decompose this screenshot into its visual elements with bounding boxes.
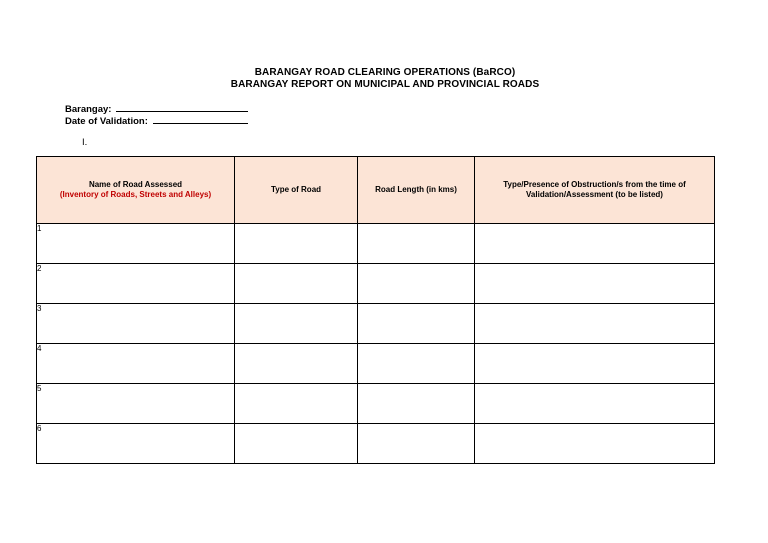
row-number: 4 bbox=[37, 344, 42, 353]
cell-obstruction[interactable] bbox=[475, 384, 715, 424]
date-of-validation-blank-line[interactable] bbox=[153, 114, 248, 124]
cell-obstruction[interactable] bbox=[475, 264, 715, 304]
date-of-validation-label: Date of Validation: bbox=[65, 116, 148, 127]
cell-road-type[interactable] bbox=[235, 264, 358, 304]
row-number: 6 bbox=[37, 424, 42, 433]
table-row bbox=[37, 304, 715, 344]
header-obstruction-label: Type/Presence of Obstruction/s from the time of Validation/Assessment (to be listed) bbox=[503, 180, 686, 199]
cell-road-length[interactable] bbox=[358, 344, 475, 384]
header-name-of-road-label: Name of Road Assessed bbox=[88, 180, 183, 189]
barangay-blank-line[interactable] bbox=[116, 102, 248, 112]
table-header-row bbox=[37, 157, 715, 224]
cell-road-type[interactable] bbox=[235, 304, 358, 344]
cell-obstruction[interactable] bbox=[475, 304, 715, 344]
cell-obstruction[interactable] bbox=[475, 224, 715, 264]
barangay-label: Barangay: bbox=[65, 104, 112, 115]
header-type-of-road: Type of Road bbox=[235, 157, 358, 224]
header-obstruction bbox=[475, 157, 715, 224]
table-row bbox=[37, 344, 715, 384]
cell-road-length[interactable] bbox=[358, 304, 475, 344]
report-title: BARANGAY ROAD CLEARING OPERATIONS (BaRCO) bbox=[254, 67, 516, 78]
header-road-length: Road Length (in kms) bbox=[358, 157, 475, 224]
road-inventory-table bbox=[36, 156, 715, 464]
cell-road-name[interactable] bbox=[37, 424, 235, 464]
cell-road-length[interactable] bbox=[358, 224, 475, 264]
table-row bbox=[37, 424, 715, 464]
cell-obstruction[interactable] bbox=[475, 344, 715, 384]
cell-road-type[interactable] bbox=[235, 384, 358, 424]
cell-road-type[interactable] bbox=[235, 344, 358, 384]
cell-road-name[interactable] bbox=[37, 224, 235, 264]
cell-road-name[interactable] bbox=[37, 264, 235, 304]
cell-obstruction[interactable] bbox=[475, 424, 715, 464]
report-subtitle: BARANGAY REPORT ON MUNICIPAL AND PROVINCIAL ROADS bbox=[230, 79, 540, 90]
cell-road-name[interactable] bbox=[37, 344, 235, 384]
cell-road-length[interactable] bbox=[358, 264, 475, 304]
cell-road-name[interactable] bbox=[37, 304, 235, 344]
cell-road-type[interactable] bbox=[235, 424, 358, 464]
header-name-of-road-note: (Inventory of Roads, Streets and Alleys) bbox=[59, 190, 212, 199]
cell-road-type[interactable] bbox=[235, 224, 358, 264]
row-number: 2 bbox=[37, 264, 42, 273]
cell-road-length[interactable] bbox=[358, 384, 475, 424]
row-number: 5 bbox=[37, 384, 42, 393]
header-name-of-road bbox=[37, 157, 235, 224]
cell-road-length[interactable] bbox=[358, 424, 475, 464]
cell-road-name[interactable] bbox=[37, 384, 235, 424]
row-number: 1 bbox=[37, 224, 42, 233]
table-row bbox=[37, 384, 715, 424]
date-of-validation-field bbox=[65, 114, 248, 128]
table-row bbox=[37, 224, 715, 264]
table-row bbox=[37, 264, 715, 304]
row-number: 3 bbox=[37, 304, 42, 313]
section-numeral: I. bbox=[82, 137, 88, 148]
